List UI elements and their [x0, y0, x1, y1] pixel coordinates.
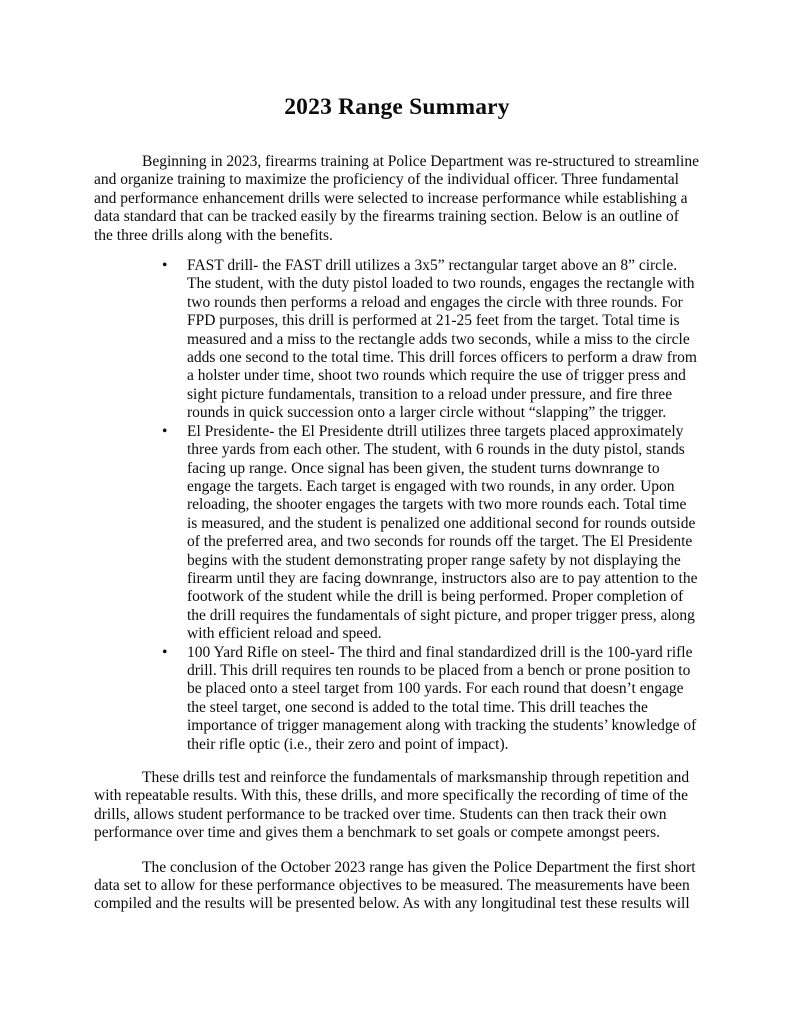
page-title: 2023 Range Summary: [284, 94, 510, 120]
intro-paragraph: Beginning in 2023, firearms training at Police Department was re-structured to streamline and organize training to maximize the proficiency of the individual officer. Three fundamental and performance enhancement drills were selected to increase performance while establishing a data standard that can be tracked easily by the firearms training section. Below is an outline of the three drills along with the benefits.: [94, 153, 699, 244]
closing-paragraph-1: These drills test and reinforce the fundamentals of marksmanship through repetition and with repeatable results. With this, these drills, and more specifically the recording of time of the drills, allows student performance to be tracked over time. Students can then track their own performance over time and gives them a benchmark to set goals or compete amongst peers.: [94, 769, 690, 842]
list-item-el-presidente: • El Presidente- the El Presidente dtrill utilizes three targets placed approximately three yards from each other. The student, with 6 rounds in the duty pistol, stands facing up range. Once signal has been given, the student turns downrange to engage the targets. Each target is engaged with two rounds, in any order. Upon reloading, the shooter engages the targets with two more rounds each. Total time is measured, and the student is penalized one additional second for rounds outside of the preferred area, and two seconds for rounds off the target. The El Presidente begins with the student demonstrating proper range safety by not displaying the firearm until they are facing downrange, instructors also are to pay attention to the footwork of the student while the drill is being performed. Proper completion of the drill requires the fundamentals of sight picture, and proper trigger press, along with efficient reload and speed.: [94, 423, 700, 644]
closing-paragraph-2: The conclusion of the October 2023 range has given the Police Department the first short data set to allow for these performance objectives to be measured. The measurements have been compiled and the results will be presented below. As with any longitudinal test these results will: [94, 858, 696, 913]
list-item-100-yard-rifle: • 100 Yard Rifle on steel- The third and final standardized drill is the 100-yard rifle drill. This drill requires ten rounds to be placed from a bench or prone position to be placed onto a steel target from 100 yards. For each round that doesn’t engage the steel target, one second is added to the total time. This drill teaches the importance of trigger management along with tracking the students’ knowledge of their rifle optic (i.e., their zero and point of impact).: [94, 644, 700, 754]
list-item-fast-drill: • FAST drill- the FAST drill utilizes a 3x5” rectangular target above an 8” circle. The student, with the duty pistol loaded to two rounds, engages the rectangle with two rounds then performs a reload and engages the circle with three rounds. For FPD purposes, this drill is performed at 21-25 feet from the target. Total time is measured and a miss to the rectangle adds two seconds, while a miss to the circle adds one second to the total time. This drill forces officers to perform a draw from a holster under time, shoot two rounds which require the use of trigger press and sight picture fundamentals, transition to a reload under pressure, and fire three rounds in quick succession onto a larger circle without “slapping” the trigger.: [94, 257, 700, 423]
drill-list: [94, 257, 700, 754]
